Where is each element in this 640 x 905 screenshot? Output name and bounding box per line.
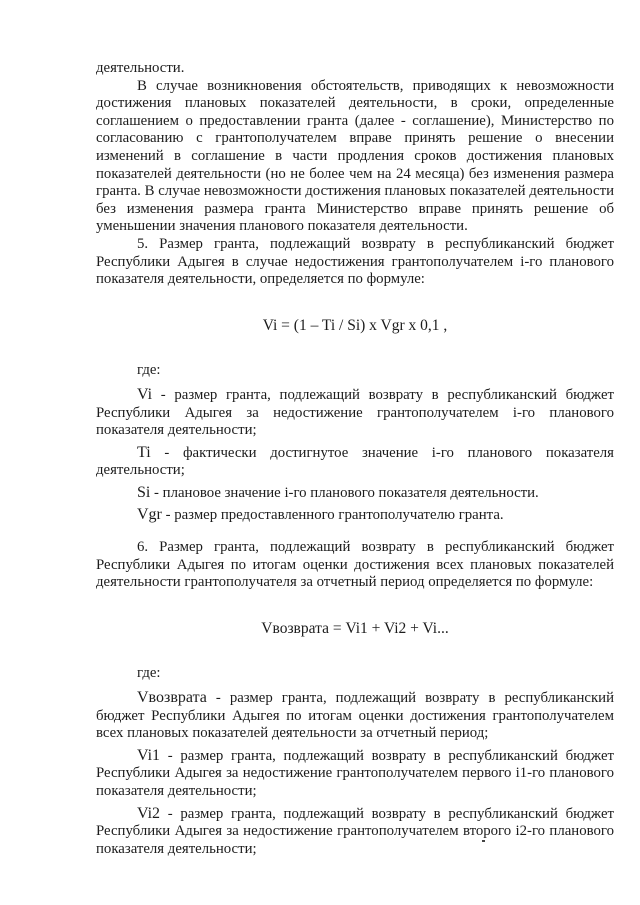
where-label: где: [137, 362, 161, 379]
definition-symbol: Vi1 [137, 746, 161, 764]
paragraph-extension-rule: В случае возникновения обстоятельств, приводящих к невозможности достижения плановых показателей деятельности, в сроки, определенные соглашением о предоставлении гранта (далее - соглашение), Министерство по согласованию с грантополучателем вправе принять решение о внесении изменений в соглашение в части продления сроков достижения плановых показателей деятельности (но не более чем на 24 месяца) без изменения размера гранта. В случае невозможности достижения плановых показателей деятельности без изменения размера гранта Министерство вправе принять решение об уменьшении значения планового показателя деятельности. [96, 77, 614, 235]
definition-text: - размер гранта, подлежащий возврату в республиканский бюджет Республики Адыгея за недостижение грантополучателем i-го планового показателя деятельности; [96, 386, 614, 439]
definition-text: - размер гранта, подлежащий возврату в республиканский бюджет Республики Адыгея за недостижение грантополучателем второго i2-го планового показателя деятельности; [96, 805, 614, 857]
paragraph-6: 6. Размер гранта, подлежащий возврату в республиканский бюджет Республики Адыгея по итогам оценки достижения всех плановых показателей деятельности грантополучателя за отчетный период определяется по формуле: [96, 539, 614, 591]
definition-v-return [96, 689, 614, 743]
definition-text: - плановое значение i-го планового показателя деятельности. [150, 484, 539, 501]
definition-si [96, 484, 614, 503]
definition-symbol: Si [137, 483, 151, 501]
where-label-2: где: [137, 665, 161, 682]
definition-text: - фактически достигнутое значение i-го планового показателя деятельности; [96, 444, 614, 479]
definition-symbol: Vвозврата [137, 689, 207, 707]
formula-vi: Vi = (1 – Ti / Si) x Vgr x 0,1 , [262, 316, 448, 334]
definition-ti [96, 444, 614, 480]
paragraph-continuation: деятельности. [96, 60, 185, 76]
spacer [96, 529, 614, 539]
definition-text: - размер гранта, подлежащий возврату в республиканский бюджет Республики Адыгея за недостижение грантополучателем первого i1-го планового показателя деятельности; [96, 747, 614, 799]
definition-vi2 [96, 805, 614, 859]
definition-symbol: Ti [137, 443, 151, 461]
definition-text: - размер предоставленного грантополучателю гранта. [161, 507, 504, 524]
document-page [96, 60, 614, 862]
definition-vi [96, 386, 614, 440]
definition-text: - размер гранта, подлежащий возврату в республиканский бюджет Республики Адыгея по итогам оценки достижения грантополучателем всех плановых показателей деятельности за отчетный период; [96, 690, 614, 742]
definition-symbol: Vi2 [137, 804, 161, 822]
scan-mark [482, 840, 485, 842]
definition-vgr [96, 506, 614, 525]
definition-vi1 [96, 747, 614, 801]
definition-symbol: Vi [137, 385, 153, 403]
formula-v-return: Vвозврата = Vi1 + Vi2 + Vi... [261, 619, 449, 637]
paragraph-5: 5. Размер гранта, подлежащий возврату в республиканский бюджет Республики Адыгея в случае недостижения грантополучателем i-го планового показателя деятельности, определяется по формуле: [96, 235, 614, 288]
definition-symbol: Vgr [137, 506, 162, 524]
